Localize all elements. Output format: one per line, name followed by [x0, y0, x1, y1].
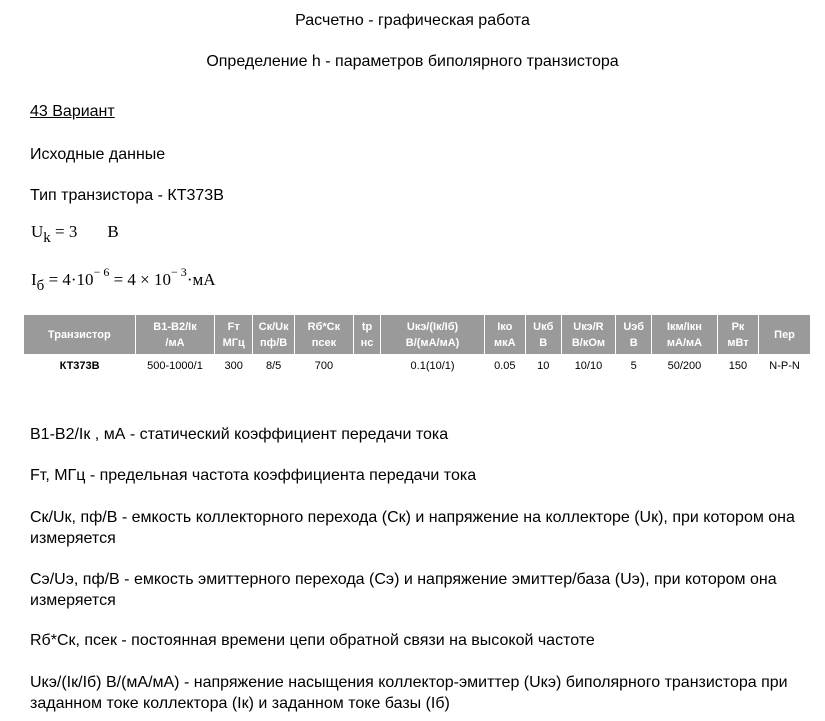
table-header-cell — [717, 315, 758, 354]
table-cell: 10/10 — [574, 360, 603, 372]
description-paragraph: Ск/Uк, пф/В - емкость коллекторного перехода (Ск) и напряжение на коллекторе (Uк), при котором она измеряется — [30, 509, 795, 547]
description-paragraph: В1-В2/Iк , мА - статический коэффициент передачи тока — [30, 426, 449, 443]
ib-exp1: − 6 — [93, 265, 110, 279]
table-cell: 8/5 — [265, 360, 282, 372]
description-paragraph: Uкэ/(Iк/Iб) В/(мА/мА) - напряжение насыщения коллектор-эмиттер (Uкэ) биполярного транзистора при заданном токе коллектора (Iк) и заданном токе базы (Iб) — [30, 674, 788, 712]
ib-part1: = 4·10 — [44, 270, 94, 289]
uk-unit: В — [107, 222, 119, 241]
table-header-text: Iкм/Iкн — [666, 320, 702, 333]
table-row — [24, 354, 811, 378]
transistor-params-table — [24, 315, 811, 378]
table-header-text: Uкб — [533, 320, 554, 333]
table-header-cell — [253, 315, 295, 354]
source-data-label: Исходные данные — [30, 146, 166, 163]
table-header-text: Uэб — [623, 320, 644, 333]
table-header-cell — [561, 315, 616, 354]
table-header-cell — [215, 315, 253, 354]
formula-ib — [31, 265, 216, 295]
table-header-text: В/кОм — [571, 336, 606, 349]
table-header-text: В — [629, 336, 638, 349]
heading-title: Расчетно - графическая работа — [295, 12, 530, 29]
table-header-text: псек — [311, 336, 337, 349]
table-header-text: В/(мА/мА) — [405, 336, 460, 349]
table-header-text: Рк — [731, 320, 745, 333]
table-header-cell — [381, 315, 484, 354]
variant-label: 43 Вариант — [30, 103, 115, 120]
table-header-text: мкА — [494, 336, 516, 349]
table-cell: 700 — [314, 360, 334, 372]
table-header-cell — [135, 315, 215, 354]
table-cell: 50/200 — [667, 360, 702, 372]
ib-symbol: I — [31, 270, 37, 289]
table-header-cell — [24, 315, 135, 354]
table-header-text: нс — [360, 336, 374, 349]
table-header-text: /мА — [165, 336, 185, 349]
heading-subtitle: Определение h - параметров биполярного транзистора — [206, 53, 619, 70]
table-header-text: Ск/Uк — [258, 320, 289, 333]
table-header-text: пф/В — [259, 336, 288, 349]
table-header-cell — [525, 315, 561, 354]
formula-uk — [31, 222, 119, 247]
table-header-text: В — [539, 336, 548, 349]
table-cell — [353, 354, 381, 378]
table-header-row — [24, 315, 811, 354]
table-cell: 500-1000/1 — [147, 360, 203, 372]
uk-symbol: U — [31, 222, 44, 241]
table-header-text: Uкэ/R — [573, 320, 604, 333]
transistor-type: Тип транзистора - КТ373В — [30, 187, 224, 204]
table-cell: КТ373В — [59, 360, 100, 372]
table-cell: 5 — [630, 360, 637, 372]
table-cell: 0.05 — [494, 360, 516, 372]
table-header-text: Rб*Ск — [307, 320, 341, 333]
table-header-cell — [295, 315, 353, 354]
description-paragraph: Сэ/Uэ, пф/В - емкость эмиттерного перехода (Сэ) и напряжение эмиттер/база (Uэ), при котором она измеряется — [30, 571, 777, 609]
table-cell: 10 — [537, 360, 550, 372]
table-header-cell — [616, 315, 652, 354]
table-header-cell — [759, 315, 811, 354]
description-paragraph: Rб*Ск, псек - постоянная времени цепи обратной связи на высокой частоте — [30, 632, 595, 649]
table-header-text: Пер — [774, 328, 795, 341]
description-paragraph: Fт, МГц - предельная частота коэффициента передачи тока — [30, 467, 477, 484]
table-header-text: Iко — [497, 320, 513, 333]
table-cell: N-P-N — [769, 360, 800, 372]
ib-part2: = 4 × 10 — [109, 270, 172, 289]
table-header-text: В1-В2/Iк — [153, 320, 197, 333]
ib-unit: ·мА — [186, 270, 216, 289]
table-header-text: МГц — [222, 336, 245, 349]
table-header-cell — [484, 315, 525, 354]
ib-exp2: − 3 — [171, 265, 187, 279]
table-header-cell — [652, 315, 718, 354]
table-cell: 300 — [224, 360, 243, 372]
table-header-cell — [353, 315, 381, 354]
uk-sub: k — [43, 230, 51, 246]
table-header-text: мА/мА — [666, 336, 703, 349]
table-header-text: Транзистор — [47, 328, 111, 341]
table-header-text: Uкэ/(Iк/Iб) — [406, 320, 459, 333]
table-cell: 0.1(10/1) — [410, 360, 455, 372]
ib-sub: б — [36, 278, 45, 294]
table-header-text: мВт — [727, 336, 749, 349]
uk-eq: = 3 — [50, 222, 78, 241]
table-cell: 150 — [728, 360, 748, 372]
table-header-text: Fт — [227, 320, 240, 333]
table-header-text: tр — [361, 320, 373, 333]
